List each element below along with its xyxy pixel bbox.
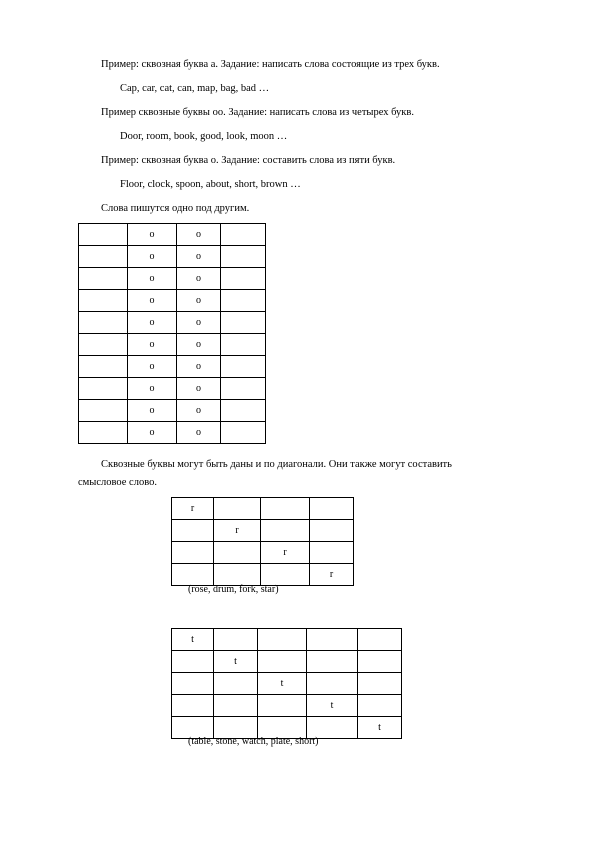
grid-cell	[214, 673, 258, 695]
grid-cell: o	[128, 400, 177, 422]
grid-cell	[172, 520, 214, 542]
grid-cell	[307, 629, 358, 651]
grid-cell	[310, 498, 354, 520]
example-o-words: Floor, clock, spoon, about, short, brown …	[120, 179, 301, 190]
letter-grid-t	[171, 628, 402, 739]
grid-cell	[214, 629, 258, 651]
grid-cell: o	[177, 246, 221, 268]
grid-cell	[172, 695, 214, 717]
grid-cell	[221, 422, 266, 444]
grid-row	[79, 268, 266, 290]
grid-row	[79, 290, 266, 312]
grid-row	[79, 246, 266, 268]
grid-cell: o	[128, 224, 177, 246]
grid-cell: o	[128, 290, 177, 312]
grid-row	[172, 520, 354, 542]
grid-row	[79, 400, 266, 422]
grid-row	[172, 629, 402, 651]
grid-cell: o	[177, 268, 221, 290]
grid-cell: t	[307, 695, 358, 717]
grid-row	[79, 334, 266, 356]
grid-cell	[172, 673, 214, 695]
grid-cell	[258, 695, 307, 717]
grid-cell	[221, 356, 266, 378]
grid-cell: t	[172, 629, 214, 651]
grid-cell	[214, 695, 258, 717]
grid-row	[172, 673, 402, 695]
grid-cell	[261, 520, 310, 542]
grid-cell	[221, 400, 266, 422]
grid-cell: o	[177, 378, 221, 400]
grid-cell: r	[261, 542, 310, 564]
grid-cell	[261, 564, 310, 586]
grid-row	[172, 651, 402, 673]
grid-cell: o	[128, 422, 177, 444]
grid-cell: o	[177, 422, 221, 444]
grid-cell	[79, 334, 128, 356]
grid-cell	[79, 378, 128, 400]
grid-cell	[221, 378, 266, 400]
grid-row	[79, 356, 266, 378]
grid-row	[172, 564, 354, 586]
grid-cell: o	[128, 334, 177, 356]
grid-cell: t	[214, 651, 258, 673]
grid-row	[172, 695, 402, 717]
letter-grid-r	[171, 497, 354, 586]
grid-cell	[358, 629, 402, 651]
grid-cell	[79, 268, 128, 290]
grid-cell	[358, 651, 402, 673]
grid-cell: t	[358, 717, 402, 739]
grid-cell	[307, 673, 358, 695]
grid-cell: o	[177, 356, 221, 378]
grid-cell	[79, 356, 128, 378]
grid-cell: o	[177, 224, 221, 246]
diagonal-text-line-1: Сквозные буквы могут быть даны и по диагонали. Они также могут составить	[101, 459, 452, 470]
diagonal-text-line-2: смысловое слово.	[78, 477, 157, 488]
grid-cell	[214, 542, 261, 564]
example-oo-words: Door, room, book, good, look, moon …	[120, 131, 288, 142]
grid-cell	[79, 224, 128, 246]
grid-cell: o	[177, 290, 221, 312]
grid-cell: o	[128, 268, 177, 290]
grid-cell: t	[258, 673, 307, 695]
grid-cell	[261, 498, 310, 520]
grid-cell: r	[214, 520, 261, 542]
example-a-text: Пример: сквозная буква а. Задание: написать слова состоящие из трех букв.	[101, 59, 440, 70]
grid-cell	[172, 542, 214, 564]
grid-cell	[221, 290, 266, 312]
grid-row	[79, 378, 266, 400]
grid-row	[172, 498, 354, 520]
grid-row	[79, 312, 266, 334]
grid-cell	[79, 246, 128, 268]
grid-cell	[172, 651, 214, 673]
grid-cell	[310, 542, 354, 564]
grid-cell	[172, 564, 214, 586]
grid-cell: o	[128, 356, 177, 378]
example-a-words: Cap, car, cat, can, map, bag, bad …	[120, 83, 270, 94]
example-oo-text: Пример сквозные буквы оо. Задание: написать слова из четырех букв.	[101, 107, 414, 118]
example-o-text: Пример: сквозная буква о. Задание: составить слова из пяти букв.	[101, 155, 396, 166]
grid-cell	[221, 334, 266, 356]
grid-cell	[307, 651, 358, 673]
grid-cell	[79, 400, 128, 422]
letter-grid-o	[78, 223, 266, 444]
grid-cell: r	[310, 564, 354, 586]
grid-cell: o	[128, 312, 177, 334]
instruction-text: Слова пишутся одно под другим.	[101, 203, 250, 214]
grid-cell	[214, 498, 261, 520]
grid-cell	[258, 629, 307, 651]
grid-cell	[221, 268, 266, 290]
grid-cell: o	[177, 312, 221, 334]
grid-cell	[221, 246, 266, 268]
grid-cell	[258, 651, 307, 673]
grid-cell: o	[177, 400, 221, 422]
grid-row	[172, 542, 354, 564]
grid-cell: o	[128, 378, 177, 400]
grid-cell	[214, 564, 261, 586]
grid-cell: r	[172, 498, 214, 520]
grid-cell: o	[128, 246, 177, 268]
grid-cell	[79, 290, 128, 312]
grid-cell	[79, 422, 128, 444]
grid-cell	[358, 673, 402, 695]
grid-cell: o	[177, 334, 221, 356]
grid-cell	[310, 520, 354, 542]
grid-cell	[358, 695, 402, 717]
grid-cell	[221, 312, 266, 334]
grid-t-caption: (table, stone, watch, plate, short)	[188, 736, 319, 747]
grid-row	[79, 422, 266, 444]
grid-r-caption: (rose, drum, fork, star)	[188, 584, 279, 595]
grid-row	[79, 224, 266, 246]
grid-cell	[79, 312, 128, 334]
grid-cell	[221, 224, 266, 246]
